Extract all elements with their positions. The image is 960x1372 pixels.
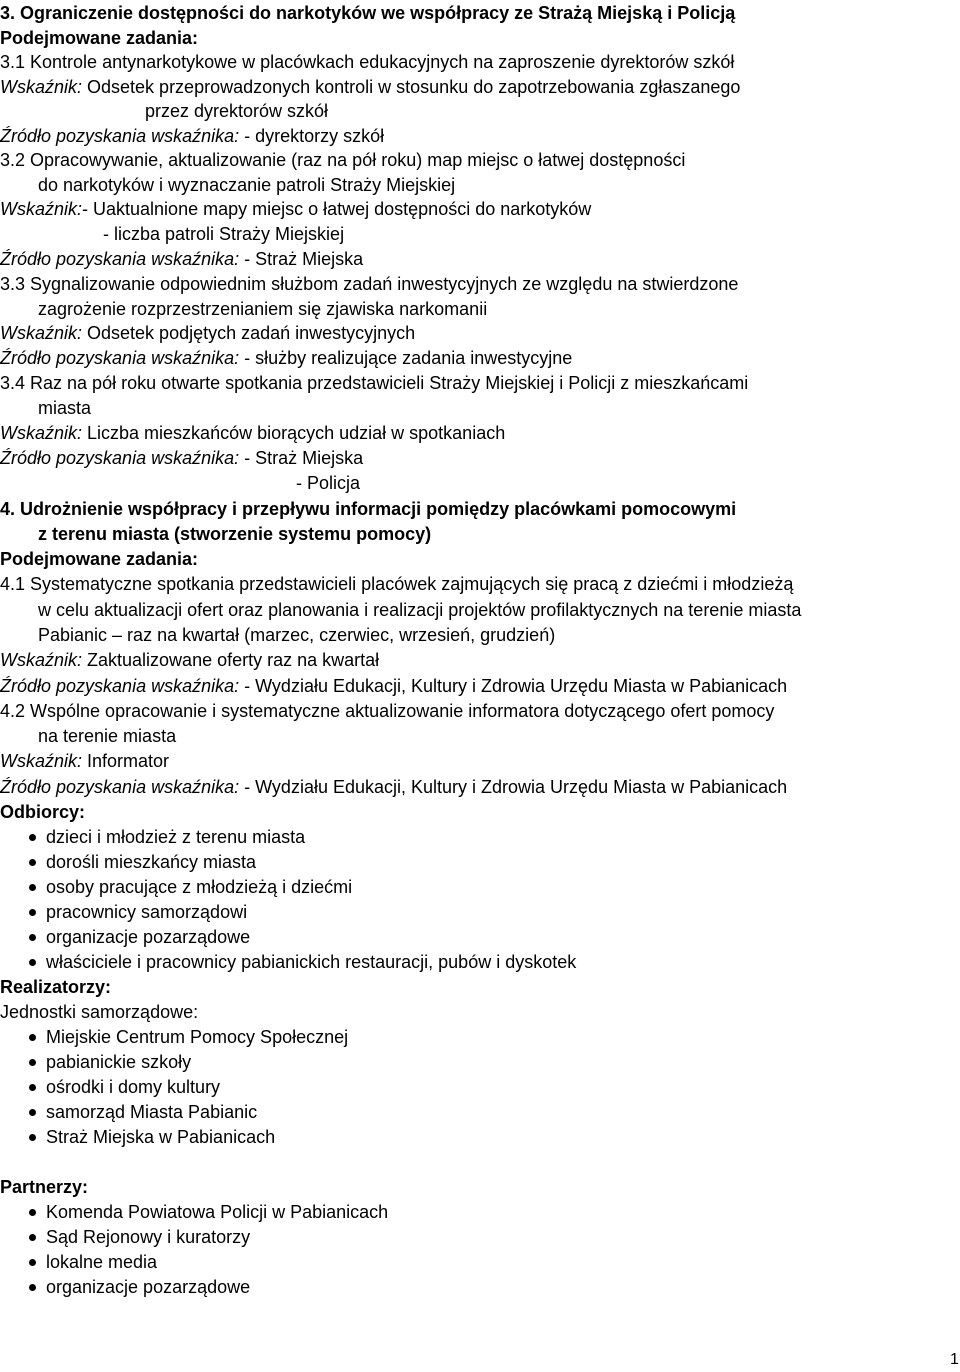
list-item: organizacje pozarządowe	[46, 1277, 251, 1297]
bullet-icon	[29, 909, 36, 916]
bullet-icon	[29, 959, 36, 966]
list-item: lokalne media	[46, 1252, 158, 1272]
bullet-icon	[29, 834, 36, 841]
section-3-heading: 3. Ograniczenie dostępności do narkotyków we współpracy ze Strażą Miejską i Policją	[0, 3, 736, 23]
bullet-icon	[29, 1209, 36, 1216]
recipients-label: Odbiorcy:	[0, 802, 86, 822]
bullet-icon	[29, 1109, 36, 1116]
list-item: osoby pracujące z młodzieżą i dziećmi	[46, 877, 353, 897]
task-3-1-title: 3.1 Kontrole antynarkotykowe w placówkach edukacyjnych na zaproszenie dyrektorów szkół	[0, 52, 735, 72]
task-4-1-title: 4.1 Systematyczne spotkania przedstawicieli placówek zajmujących się pracą z dziećmi i młodzieżą	[0, 574, 794, 594]
task-3-2-title-cont: do narkotyków i wyznaczanie patroli Straży Miejskiej	[38, 175, 456, 195]
task-4-2-title: 4.2 Wspólne opracowanie i systematyczne aktualizowanie informatora dotyczącego ofert pomocy	[0, 701, 775, 721]
indicator-label: Wskaźnik:	[0, 323, 83, 343]
task-3-4-indicator	[0, 422, 505, 444]
bullet-icon	[29, 934, 36, 941]
indicator-label: Wskaźnik:	[0, 423, 83, 443]
task-3-3-source	[0, 347, 572, 369]
list-item: dzieci i młodzież z terenu miasta	[46, 827, 306, 847]
source-text: - dyrektorzy szkół	[239, 126, 385, 146]
indicator-text: Odsetek podjętych zadań inwestycyjnych	[82, 323, 416, 343]
list-item: Komenda Powiatowa Policji w Pabianicach	[46, 1202, 389, 1222]
source-text: - Wydziału Edukacji, Kultury i Zdrowia Urzędu Miasta w Pabianicach	[239, 777, 788, 797]
task-3-2-source	[0, 248, 363, 270]
task-3-2-title: 3.2 Opracowywanie, aktualizowanie (raz na pół roku) map miejsc o łatwej dostępności	[0, 150, 686, 170]
list-item: ośrodki i domy kultury	[46, 1077, 221, 1097]
source-label: Źródło pozyskania wskaźnika:	[0, 676, 240, 696]
section-4-tasks-label: Podejmowane zadania:	[0, 549, 199, 569]
indicator-label: Wskaźnik:	[0, 77, 83, 97]
implementers-sublabel: Jednostki samorządowe:	[0, 1002, 199, 1022]
task-4-1-title-cont: w celu aktualizacji ofert oraz planowania i realizacji projektów profilaktycznych na terenie miasta	[38, 600, 802, 620]
page-number: 1	[950, 1351, 959, 1368]
list-item: samorząd Miasta Pabianic	[46, 1102, 258, 1122]
task-4-1-source	[0, 675, 787, 697]
list-item: Sąd Rejonowy i kuratorzy	[46, 1227, 251, 1247]
list-item: organizacje pozarządowe	[46, 927, 251, 947]
indicator-label: Wskaźnik:	[0, 751, 83, 771]
task-3-3-title: 3.3 Sygnalizowanie odpowiednim służbom zadań inwestycyjnych ze względu na stwierdzone	[0, 274, 739, 294]
list-item: pracownicy samorządowi	[46, 902, 248, 922]
task-3-1-indicator-cont: przez dyrektorów szkół	[145, 101, 329, 121]
source-label: Źródło pozyskania wskaźnika:	[0, 249, 240, 269]
bullet-icon	[29, 1284, 36, 1291]
source-text: - Wydziału Edukacji, Kultury i Zdrowia Urzędu Miasta w Pabianicach	[239, 676, 788, 696]
task-4-2-title-cont: na terenie miasta	[38, 726, 177, 746]
source-label: Źródło pozyskania wskaźnika:	[0, 448, 240, 468]
indicator-text: - Uaktualnione mapy miejsc o łatwej dostępności do narkotyków	[82, 199, 592, 219]
task-4-2-indicator	[0, 750, 169, 772]
section-4-heading-cont: z terenu miasta (stworzenie systemu pomocy)	[38, 524, 432, 544]
indicator-text: Liczba mieszkańców biorących udział w spotkaniach	[82, 423, 506, 443]
task-3-4-source	[0, 447, 363, 469]
bullet-icon	[29, 1134, 36, 1141]
list-item: pabianickie szkoły	[46, 1052, 192, 1072]
bullet-icon	[29, 859, 36, 866]
bullet-icon	[29, 1259, 36, 1266]
task-3-2-indicator	[0, 198, 591, 220]
list-item: Miejskie Centrum Pomocy Społecznej	[46, 1027, 349, 1047]
source-text: - Straż Miejska	[239, 249, 364, 269]
task-4-1-title-cont2: Pabianic – raz na kwartał (marzec, czerwiec, wrzesień, grudzień)	[38, 625, 556, 645]
list-item: właściciele i pracownicy pabianickich restauracji, pubów i dyskotek	[46, 952, 577, 972]
indicator-text: Informator	[82, 751, 170, 771]
implementers-label: Realizatorzy:	[0, 977, 112, 997]
bullet-icon	[29, 1034, 36, 1041]
bullet-icon	[29, 1084, 36, 1091]
indicator-text: Odsetek przeprowadzonych kontroli w stosunku do zapotrzebowania zgłaszanego	[82, 77, 741, 97]
indicator-label: Wskaźnik:	[0, 650, 83, 670]
task-4-2-source	[0, 776, 787, 798]
task-3-1-source	[0, 125, 384, 147]
task-3-4-source-cont: - Policja	[296, 473, 361, 493]
bullet-icon	[29, 1059, 36, 1066]
indicator-label: Wskaźnik:	[0, 199, 83, 219]
indicator-text: Zaktualizowane oferty raz na kwartał	[82, 650, 380, 670]
section-3-tasks-label: Podejmowane zadania:	[0, 28, 199, 48]
source-text: - służby realizujące zadania inwestycyjne	[239, 348, 573, 368]
section-4-heading: 4. Udrożnienie współpracy i przepływu informacji pomiędzy placówkami pomocowymi	[0, 499, 737, 519]
task-3-3-title-cont: zagrożenie rozprzestrzenianiem się zjawiska narkomanii	[38, 299, 488, 319]
list-item: dorośli mieszkańcy miasta	[46, 852, 257, 872]
task-3-4-title-cont: miasta	[38, 398, 92, 418]
partners-label: Partnerzy:	[0, 1177, 89, 1197]
task-3-2-indicator-cont: - liczba patroli Straży Miejskiej	[103, 224, 345, 244]
bullet-icon	[29, 884, 36, 891]
task-3-3-indicator	[0, 322, 415, 344]
task-3-1-indicator	[0, 76, 740, 98]
source-label: Źródło pozyskania wskaźnika:	[0, 348, 240, 368]
list-item: Straż Miejska w Pabianicach	[46, 1127, 276, 1147]
source-label: Źródło pozyskania wskaźnika:	[0, 777, 240, 797]
source-text: - Straż Miejska	[239, 448, 364, 468]
bullet-icon	[29, 1234, 36, 1241]
task-3-4-title: 3.4 Raz na pół roku otwarte spotkania przedstawicieli Straży Miejskiej i Policji z mieszkańcami	[0, 373, 749, 393]
source-label: Źródło pozyskania wskaźnika:	[0, 126, 240, 146]
task-4-1-indicator	[0, 649, 379, 671]
